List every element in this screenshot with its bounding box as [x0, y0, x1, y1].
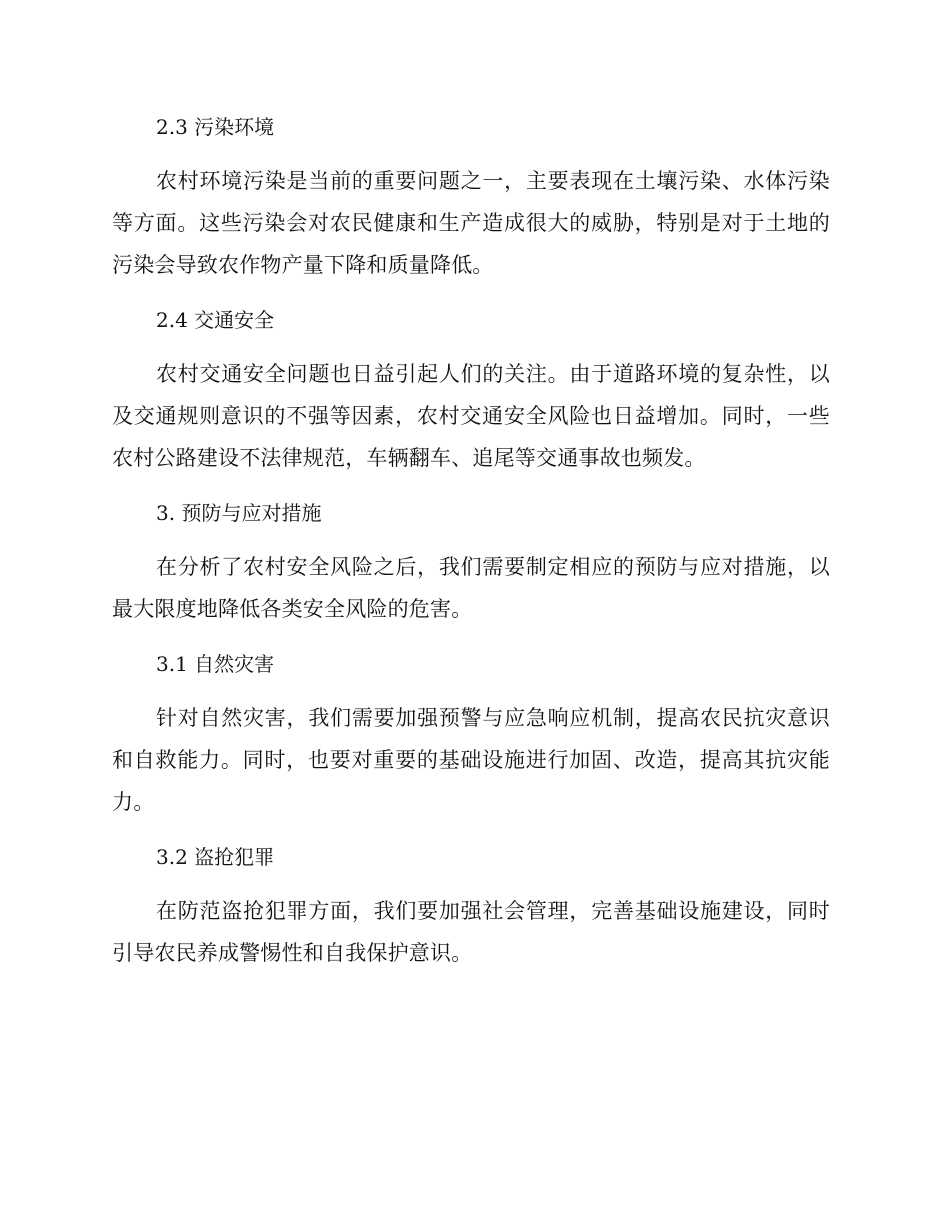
section-paragraph-3: 在分析了农村安全风险之后，我们需要制定相应的预防与应对措施，以最大限度地降低各类安全风险的危害。: [112, 555, 830, 621]
section-paragraph-3-2: 在防范盗抢犯罪方面，我们要加强社会管理，完善基础设施建设，同时引导农民养成警惕性和自我保护意识。: [112, 899, 830, 965]
section-heading-3: 3. 预防与应对措施: [156, 501, 322, 525]
section-heading-3-1: 3.1 自然灾害: [156, 652, 275, 676]
section-paragraph-2-3: 农村环境污染是当前的重要问题之一，主要表现在土壤污染、水体污染等方面。这些污染会对农民健康和生产造成很大的威胁，特别是对于土地的污染会导致农作物产量下降和质量降低。: [112, 169, 830, 277]
section-paragraph-3-1: 针对自然灾害，我们需要加强预警与应急响应机制，提高农民抗灾意识和自救能力。同时，也要对重要的基础设施进行加固、改造，提高其抗灾能力。: [112, 706, 830, 814]
section-heading-2-4: 2.4 交通安全: [156, 308, 275, 332]
section-paragraph-2-4: 农村交通安全问题也日益引起人们的关注。由于道路环境的复杂性，以及交通规则意识的不强等因素，农村交通安全风险也日益增加。同时，一些农村公路建设不法律规范，车辆翻车、追尾等交通事故也频发。: [112, 362, 830, 470]
section-heading-3-2: 3.2 盗抢犯罪: [156, 845, 275, 869]
section-heading-2-3: 2.3 污染环境: [156, 115, 275, 139]
